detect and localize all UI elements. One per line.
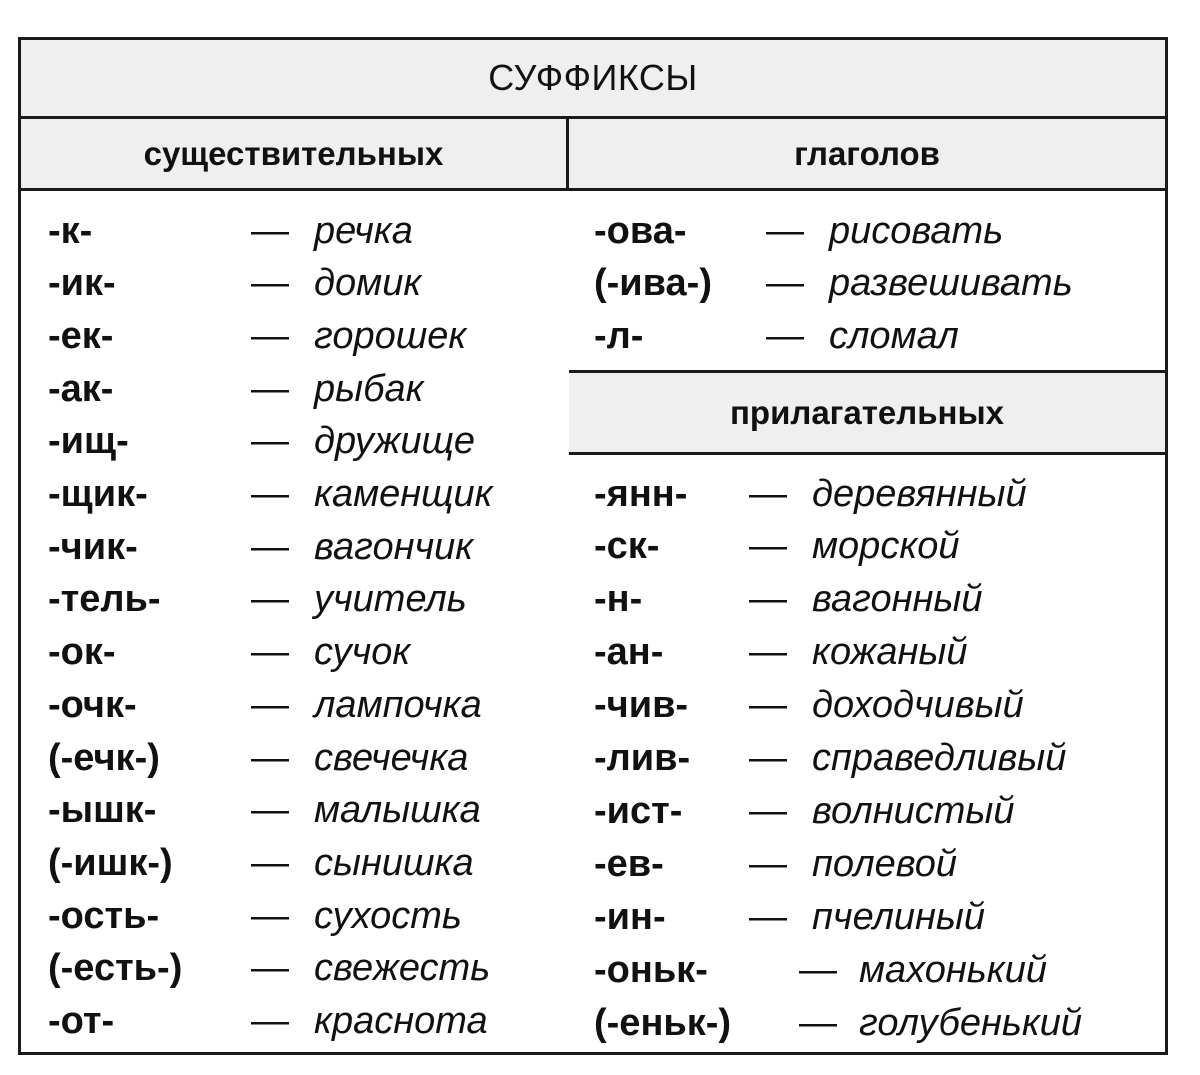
example-word: каменщик [314, 473, 493, 515]
example-word: кожаный [812, 631, 968, 674]
em-dash: — [749, 525, 787, 568]
example-word: справедливый [812, 737, 1067, 779]
example-word: сломал [829, 314, 959, 357]
em-dash: — [749, 631, 787, 674]
em-dash: — [251, 631, 289, 674]
example-word: учитель [314, 578, 467, 621]
suffix: -ок- [48, 631, 116, 674]
example-word: дружище [314, 420, 476, 463]
verbs-header: глаголов [569, 119, 1165, 191]
suffix: -к- [48, 209, 93, 252]
suffix-row [594, 521, 1164, 573]
em-dash: — [251, 420, 289, 463]
suffix-row [48, 310, 563, 362]
suffix-row [594, 944, 1164, 996]
em-dash: — [749, 789, 787, 832]
suffix-row [48, 627, 563, 679]
em-dash: — [251, 841, 289, 884]
em-dash: — [749, 895, 787, 938]
em-dash: — [251, 314, 289, 357]
suffix: -ан- [594, 631, 664, 674]
suffix: -ик- [48, 262, 116, 305]
adjectives-column [594, 40, 1164, 1052]
table-title: СУФФИКСЫ [21, 40, 1165, 119]
suffix: -ышк- [48, 789, 157, 832]
nouns-header: существительных [21, 119, 569, 191]
em-dash: — [766, 262, 804, 304]
suffix: -ек- [48, 314, 114, 357]
em-dash: — [766, 209, 804, 252]
suffix: -чив- [594, 684, 689, 727]
suffix: -очк- [48, 683, 137, 726]
em-dash: — [251, 789, 289, 832]
example-word: доходчивый [812, 684, 1024, 727]
suffix: -ова- [594, 209, 687, 252]
example-word: голубенький [859, 1001, 1083, 1044]
em-dash: — [251, 894, 289, 937]
example-word: сухость [314, 894, 462, 937]
nouns-column [48, 40, 563, 1052]
suffix: -ин- [594, 895, 666, 938]
suffix: -тель- [48, 578, 161, 621]
em-dash: — [799, 948, 837, 991]
suffix-row [594, 468, 1164, 520]
em-dash: — [251, 209, 289, 252]
example-word: вагончик [314, 525, 474, 568]
example-word: речка [314, 209, 413, 252]
suffix: -янн- [594, 472, 688, 515]
suffix-row [594, 785, 1164, 837]
example-word: свечечка [314, 736, 469, 779]
suffix-row [48, 785, 563, 837]
example-word: деревянный [812, 472, 1027, 515]
example-word: полевой [812, 842, 958, 885]
example-word: краснота [314, 1000, 488, 1042]
em-dash: — [251, 473, 289, 515]
suffix: -н- [594, 578, 643, 621]
suffix-row [48, 521, 563, 573]
em-dash: — [251, 262, 289, 305]
suffix-row [48, 943, 563, 995]
example-word: сынишка [314, 841, 474, 884]
em-dash: — [251, 578, 289, 621]
suffix-row [48, 363, 563, 415]
example-word: горошек [314, 314, 467, 357]
suffix-row [48, 469, 563, 521]
suffix-row [594, 627, 1164, 679]
adjectives-header: прилагательных [569, 370, 1165, 455]
suffix-row [594, 574, 1164, 626]
example-word: лампочка [314, 683, 482, 726]
suffix-table [18, 37, 1168, 1055]
suffix-row [48, 837, 563, 889]
suffix: (-ишк-) [48, 841, 173, 884]
suffix: -от- [48, 1000, 115, 1042]
em-dash: — [749, 472, 787, 515]
example-word: вагонный [812, 578, 983, 621]
example-word: морской [812, 525, 960, 568]
em-dash: — [251, 683, 289, 726]
suffix: -лив- [594, 737, 691, 779]
em-dash: — [251, 736, 289, 779]
suffix: -ск- [594, 525, 660, 568]
em-dash: — [799, 1001, 837, 1044]
em-dash: — [749, 578, 787, 621]
suffix-row [48, 258, 563, 310]
example-word: малышка [314, 789, 481, 832]
suffix: -оньк- [594, 948, 708, 991]
em-dash: — [749, 684, 787, 727]
suffix: (-ива-) [594, 262, 712, 304]
em-dash: — [251, 947, 289, 990]
suffix: -ев- [594, 842, 664, 885]
example-word: развешивать [829, 262, 1073, 304]
suffix: (-еньк-) [594, 1001, 732, 1044]
em-dash: — [251, 1000, 289, 1042]
example-word: рыбак [314, 367, 424, 410]
suffix-row [48, 890, 563, 942]
example-word: домик [314, 262, 422, 305]
example-word: рисовать [829, 209, 1004, 252]
suffix: -ость- [48, 894, 160, 937]
suffix: -щик- [48, 473, 148, 515]
em-dash: — [749, 737, 787, 779]
suffix: -л- [594, 314, 644, 357]
suffix-row [594, 733, 1164, 785]
em-dash: — [251, 525, 289, 568]
suffix-row [48, 732, 563, 784]
suffix-row [594, 838, 1164, 890]
suffix: -ист- [594, 789, 683, 832]
suffix-row [594, 680, 1164, 732]
example-word: свежесть [314, 947, 491, 990]
suffix-row [48, 205, 563, 257]
em-dash: — [766, 314, 804, 357]
suffix-row [594, 997, 1164, 1049]
suffix-row [48, 574, 563, 626]
em-dash: — [251, 367, 289, 410]
suffix: (-ечк-) [48, 736, 160, 779]
em-dash: — [749, 842, 787, 885]
suffix: -чик- [48, 525, 138, 568]
suffix-row [594, 891, 1164, 943]
example-word: пчелиный [812, 895, 986, 938]
example-word: волнистый [812, 789, 1015, 832]
suffix: -ищ- [48, 420, 129, 463]
suffix-row [48, 416, 563, 468]
suffix-row [48, 996, 563, 1048]
suffix: (-есть-) [48, 947, 183, 990]
suffix: -ак- [48, 367, 114, 410]
example-word: махонький [859, 948, 1047, 991]
suffix-row [48, 679, 563, 731]
example-word: сучок [314, 631, 411, 674]
